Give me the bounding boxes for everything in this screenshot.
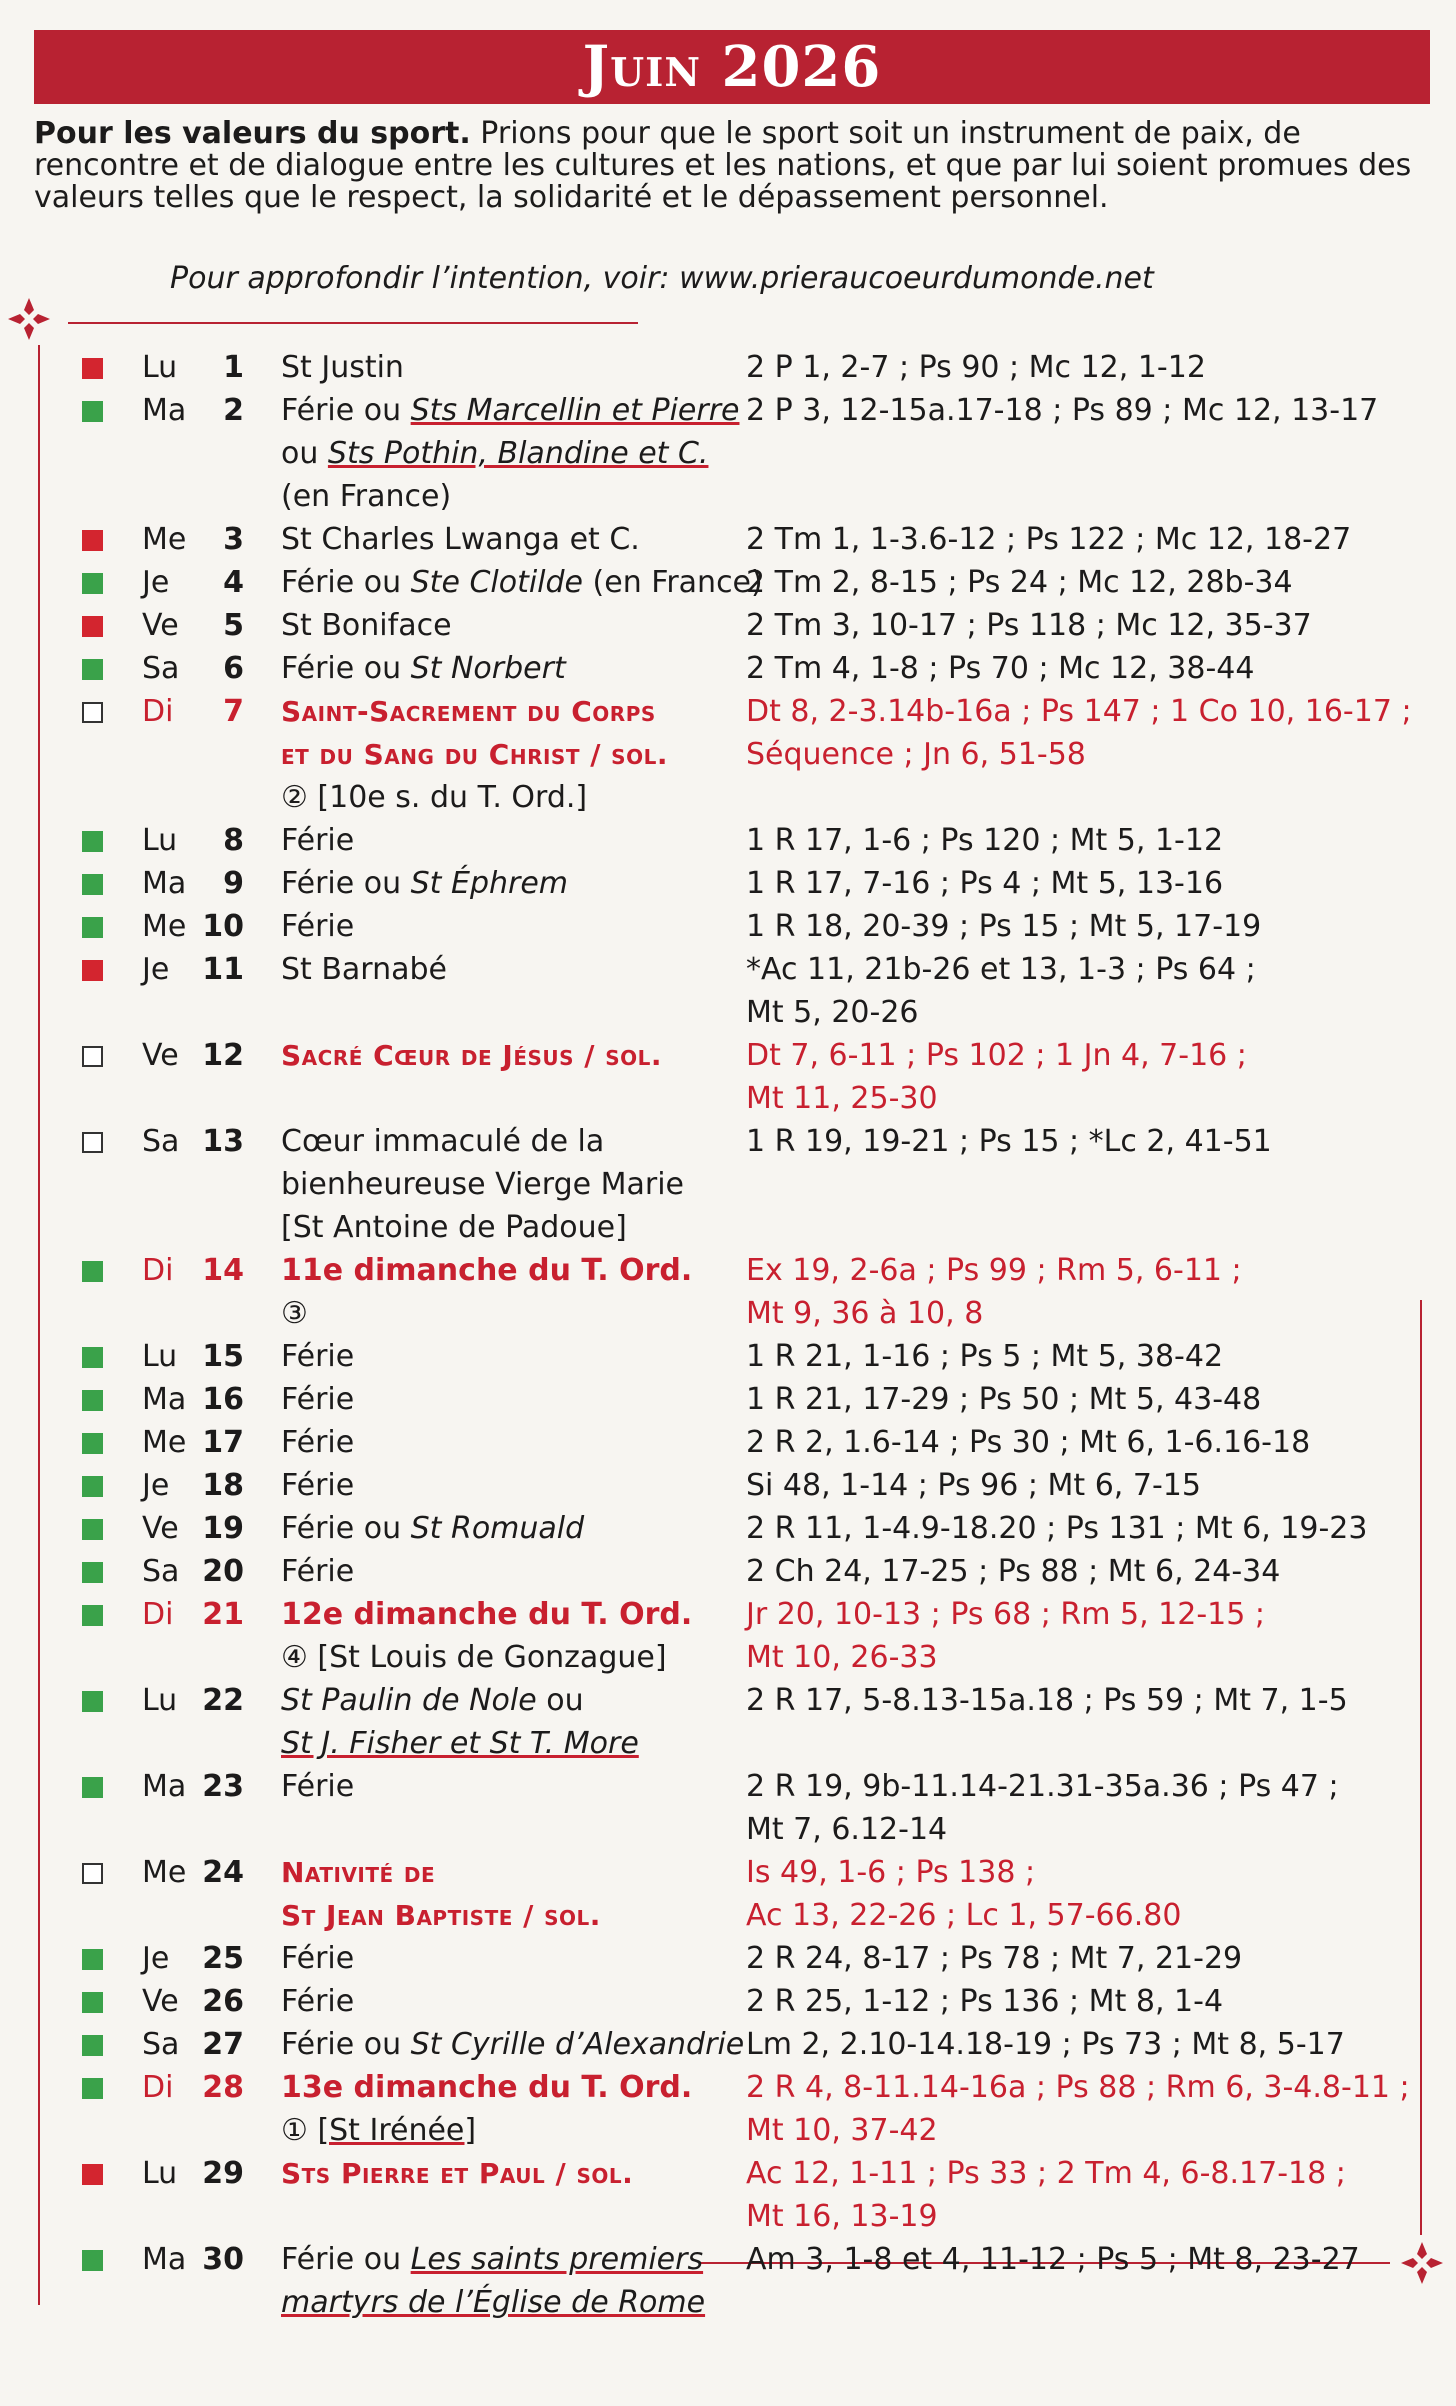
liturgical-color-green <box>82 1261 103 1282</box>
celebration: 11e dimanche du T. Ord. <box>281 1253 693 1288</box>
liturgical-color-red <box>82 2164 103 2185</box>
readings: 2 R 19, 9b-11.14-21.31-35a.36 ; Ps 47 ; <box>746 1769 1339 1804</box>
readings: 2 P 3, 12-15a.17-18 ; Ps 89 ; Mc 12, 13-17 <box>746 393 1379 428</box>
liturgical-color-green <box>82 2078 103 2099</box>
liturgical-color-green <box>82 1476 103 1497</box>
readings: 1 R 18, 20-39 ; Ps 15 ; Mt 5, 17-19 <box>746 909 1262 944</box>
celebration: St Boniface <box>281 608 452 643</box>
celebration: bienheureuse Vierge Marie <box>281 1167 684 1202</box>
celebration: [St Antoine de Padoue] <box>281 1210 627 1245</box>
readings: 2 R 2, 1.6-14 ; Ps 30 ; Mt 6, 1-6.16-18 <box>746 1425 1311 1460</box>
liturgical-color-green <box>82 2250 103 2271</box>
weekday: Je <box>142 952 170 987</box>
celebration: Férie ou Sts Marcellin et Pierre <box>281 393 740 428</box>
day-number: 24 <box>202 1855 244 1890</box>
day-number: 11 <box>202 952 244 987</box>
liturgical-color-green <box>82 1390 103 1411</box>
day-number: 6 <box>223 651 244 686</box>
celebration: Sts Pierre et Paul / sol. <box>281 2157 634 2190</box>
day-number: 12 <box>202 1038 244 1073</box>
weekday: Lu <box>142 2156 178 2191</box>
readings: 2 Tm 3, 10-17 ; Ps 118 ; Mc 12, 35-37 <box>746 608 1312 643</box>
liturgical-color-green <box>82 1691 103 1712</box>
readings: 1 R 21, 1-16 ; Ps 5 ; Mt 5, 38-42 <box>746 1339 1224 1374</box>
weekday: Ve <box>142 1511 179 1546</box>
day-number: 23 <box>202 1769 244 1804</box>
weekday: Me <box>142 522 187 557</box>
celebration: (en France) <box>281 479 452 514</box>
celebration: Férie <box>281 1468 355 1503</box>
celebration: 13e dimanche du T. Ord. <box>281 2070 693 2105</box>
liturgical-color-red <box>82 960 103 981</box>
celebration: Férie <box>281 1425 355 1460</box>
readings: Ac 12, 1-11 ; Ps 33 ; 2 Tm 4, 6-8.17-18 ; <box>746 2156 1346 2191</box>
weekday: Sa <box>142 1124 180 1159</box>
divider-top <box>68 322 638 324</box>
celebration: Férie <box>281 823 355 858</box>
prayer-intention <box>34 118 1434 214</box>
day-number: 19 <box>202 1511 244 1546</box>
liturgical-color-white <box>82 1046 103 1067</box>
readings: Mt 9, 36 à 10, 8 <box>746 1296 984 1331</box>
weekday: Di <box>142 2070 174 2105</box>
readings: Am 3, 1-8 et 4, 11-12 ; Ps 5 ; Mt 8, 23-27 <box>746 2242 1360 2277</box>
weekday: Ma <box>142 1382 187 1417</box>
day-number: 18 <box>202 1468 244 1503</box>
celebration: Férie <box>281 1941 355 1976</box>
weekday: Ma <box>142 866 187 901</box>
weekday: Ma <box>142 1769 187 1804</box>
readings: Is 49, 1-6 ; Ps 138 ; <box>746 1855 1036 1890</box>
celebration: ② [10e s. du T. Ord.] <box>281 780 588 815</box>
readings: Dt 8, 2-3.14b-16a ; Ps 147 ; 1 Co 10, 16-17 ; <box>746 694 1412 729</box>
weekday: Ve <box>142 1038 179 1073</box>
day-number: 20 <box>202 1554 244 1589</box>
liturgical-color-white <box>82 702 103 723</box>
weekday: Lu <box>142 823 178 858</box>
readings: Ex 19, 2-6a ; Ps 99 ; Rm 5, 6-11 ; <box>746 1253 1242 1288</box>
readings: Mt 7, 6.12-14 <box>746 1812 948 1847</box>
celebration: St Paulin de Nole ou <box>281 1683 584 1718</box>
readings: 2 R 4, 8-11.14-16a ; Ps 88 ; Rm 6, 3-4.8-11 ; <box>746 2070 1410 2105</box>
day-number: 2 <box>223 393 244 428</box>
readings: Jr 20, 10-13 ; Ps 68 ; Rm 5, 12-15 ; <box>746 1597 1265 1632</box>
readings: 2 P 1, 2-7 ; Ps 90 ; Mc 12, 1-12 <box>746 350 1206 385</box>
readings: Ac 13, 22-26 ; Lc 1, 57-66.80 <box>746 1898 1182 1933</box>
celebration: ④ [St Louis de Gonzague] <box>281 1640 667 1675</box>
liturgical-color-green <box>82 1777 103 1798</box>
day-number: 3 <box>223 522 244 557</box>
celebration: 12e dimanche du T. Ord. <box>281 1597 693 1632</box>
intention-more-link: Pour approfondir l’intention, voir: www.prieraucoeurdumonde.net <box>170 261 1154 296</box>
readings: Mt 11, 25-30 <box>746 1081 938 1116</box>
celebration: Férie ou Les saints premiers <box>281 2242 704 2277</box>
weekday: Ma <box>142 393 187 428</box>
celebration: et du Sang du Christ / sol. <box>281 738 668 771</box>
liturgical-color-green <box>82 831 103 852</box>
liturgical-color-green <box>82 1347 103 1368</box>
day-number: 10 <box>202 909 244 944</box>
day-number: 1 <box>223 350 244 385</box>
readings: 2 R 25, 1-12 ; Ps 136 ; Mt 8, 1-4 <box>746 1984 1224 2019</box>
celebration: Férie <box>281 909 355 944</box>
weekday: Di <box>142 1597 174 1632</box>
liturgical-color-green <box>82 401 103 422</box>
celebration: Férie <box>281 1554 355 1589</box>
weekday: Me <box>142 1425 187 1460</box>
weekday: Di <box>142 694 174 729</box>
liturgical-color-white <box>82 1132 103 1153</box>
liturgical-color-green <box>82 573 103 594</box>
weekday: Je <box>142 565 170 600</box>
day-number: 8 <box>223 823 244 858</box>
readings: Mt 10, 26-33 <box>746 1640 938 1675</box>
intention-title: Pour les valeurs du sport. <box>34 116 471 151</box>
weekday: Je <box>142 1468 170 1503</box>
celebration: Saint-Sacrement du Corps <box>281 695 656 728</box>
liturgical-color-green <box>82 874 103 895</box>
day-number: 9 <box>223 866 244 901</box>
readings: Mt 5, 20-26 <box>746 995 919 1030</box>
readings: 1 R 17, 7-16 ; Ps 4 ; Mt 5, 13-16 <box>746 866 1224 901</box>
readings: 1 R 19, 19-21 ; Ps 15 ; *Lc 2, 41-51 <box>746 1124 1272 1159</box>
liturgical-color-green <box>82 1519 103 1540</box>
cross-icon <box>6 296 52 342</box>
weekday: Ve <box>142 608 179 643</box>
liturgical-color-green <box>82 1949 103 1970</box>
weekday: Je <box>142 1941 170 1976</box>
weekday: Sa <box>142 1554 180 1589</box>
day-number: 29 <box>202 2156 244 2191</box>
weekday: Sa <box>142 2027 180 2062</box>
celebration: Férie ou St Éphrem <box>281 866 569 901</box>
liturgical-color-green <box>82 1433 103 1454</box>
celebration: Férie <box>281 1769 355 1804</box>
weekday: Ma <box>142 2242 187 2277</box>
day-number: 22 <box>202 1683 244 1718</box>
celebration: St Barnabé <box>281 952 448 987</box>
day-number: 26 <box>202 1984 244 2019</box>
liturgical-color-green <box>82 1562 103 1583</box>
celebration: St Justin <box>281 350 404 385</box>
celebration: Férie ou St Norbert <box>281 651 566 686</box>
day-number: 15 <box>202 1339 244 1374</box>
weekday: Me <box>142 909 187 944</box>
day-number: 25 <box>202 1941 244 1976</box>
liturgical-color-red <box>82 616 103 637</box>
celebration: Nativité de <box>281 1856 436 1889</box>
readings: 2 R 17, 5-8.13-15a.18 ; Ps 59 ; Mt 7, 1-5 <box>746 1683 1348 1718</box>
page-title: Juin 2026 <box>34 30 1430 104</box>
day-number: 14 <box>202 1253 244 1288</box>
readings: Mt 16, 13-19 <box>746 2199 938 2234</box>
day-number: 7 <box>223 694 244 729</box>
weekday: Lu <box>142 1339 178 1374</box>
celebration: St Jean Baptiste / sol. <box>281 1899 601 1932</box>
readings: Mt 10, 37-42 <box>746 2113 938 2148</box>
celebration: Sacré Cœur de Jésus / sol. <box>281 1039 663 1072</box>
readings: 2 R 24, 8-17 ; Ps 78 ; Mt 7, 21-29 <box>746 1941 1243 1976</box>
celebration: martyrs de l’Église de Rome <box>281 2285 706 2320</box>
readings: 2 Tm 2, 8-15 ; Ps 24 ; Mc 12, 28b-34 <box>746 565 1293 600</box>
liturgical-color-green <box>82 1605 103 1626</box>
celebration: St Charles Lwanga et C. <box>281 522 640 557</box>
day-number: 28 <box>202 2070 244 2105</box>
liturgical-color-white <box>82 1863 103 1884</box>
weekday: Sa <box>142 651 180 686</box>
readings: Séquence ; Jn 6, 51-58 <box>746 737 1086 772</box>
day-number: 27 <box>202 2027 244 2062</box>
celebration: Férie ou Ste Clotilde (en France) <box>281 565 763 600</box>
readings: 2 R 11, 1-4.9-18.20 ; Ps 131 ; Mt 6, 19-23 <box>746 1511 1368 1546</box>
day-number: 5 <box>223 608 244 643</box>
weekday: Di <box>142 1253 174 1288</box>
celebration: ① [St Irénée] <box>281 2113 477 2148</box>
readings: Dt 7, 6-11 ; Ps 102 ; 1 Jn 4, 7-16 ; <box>746 1038 1247 1073</box>
day-number: 30 <box>202 2242 244 2277</box>
day-number: 16 <box>202 1382 244 1417</box>
liturgical-color-green <box>82 1992 103 2013</box>
celebration: Férie ou St Cyrille d’Alexandrie <box>281 2027 745 2062</box>
liturgical-color-red <box>82 530 103 551</box>
celebration: Férie ou St Romuald <box>281 1511 585 1546</box>
day-number: 4 <box>223 565 244 600</box>
celebration: Férie <box>281 1382 355 1417</box>
celebration: Cœur immaculé de la <box>281 1124 605 1159</box>
weekday: Me <box>142 1855 187 1890</box>
readings: 2 Ch 24, 17-25 ; Ps 88 ; Mt 6, 24-34 <box>746 1554 1281 1589</box>
weekday: Lu <box>142 350 178 385</box>
liturgical-color-green <box>82 2035 103 2056</box>
liturgical-color-green <box>82 659 103 680</box>
readings: Lm 2, 2.10-14.18-19 ; Ps 73 ; Mt 8, 5-17 <box>746 2027 1345 2062</box>
readings: Si 48, 1-14 ; Ps 96 ; Mt 6, 7-15 <box>746 1468 1201 1503</box>
divider-left <box>38 345 40 2305</box>
weekday: Lu <box>142 1683 178 1718</box>
celebration: Férie <box>281 1984 355 2019</box>
day-number: 13 <box>202 1124 244 1159</box>
readings: 1 R 21, 17-29 ; Ps 50 ; Mt 5, 43-48 <box>746 1382 1262 1417</box>
liturgical-color-red <box>82 358 103 379</box>
readings: 2 Tm 4, 1-8 ; Ps 70 ; Mc 12, 38-44 <box>746 651 1255 686</box>
weekday: Ve <box>142 1984 179 2019</box>
readings: 2 Tm 1, 1-3.6-12 ; Ps 122 ; Mc 12, 18-27 <box>746 522 1352 557</box>
liturgical-color-green <box>82 917 103 938</box>
celebration: ou Sts Pothin, Blandine et C. <box>281 436 709 471</box>
celebration: St J. Fisher et St T. More <box>281 1726 639 1761</box>
readings: 1 R 17, 1-6 ; Ps 120 ; Mt 5, 1-12 <box>746 823 1224 858</box>
day-number: 17 <box>202 1425 244 1460</box>
readings: *Ac 11, 21b-26 et 13, 1-3 ; Ps 64 ; <box>746 952 1256 987</box>
intention-text: Prions pour que le sport soit un instrument de paix, de rencontre et de dialogue entre les cultures et les nations, et que par lui soient promues des valeurs telles que le respect, la solidarité et le dépassement personnel. <box>34 116 1412 215</box>
day-number: 21 <box>202 1597 244 1632</box>
celebration: Férie <box>281 1339 355 1374</box>
celebration: ③ <box>281 1296 308 1331</box>
